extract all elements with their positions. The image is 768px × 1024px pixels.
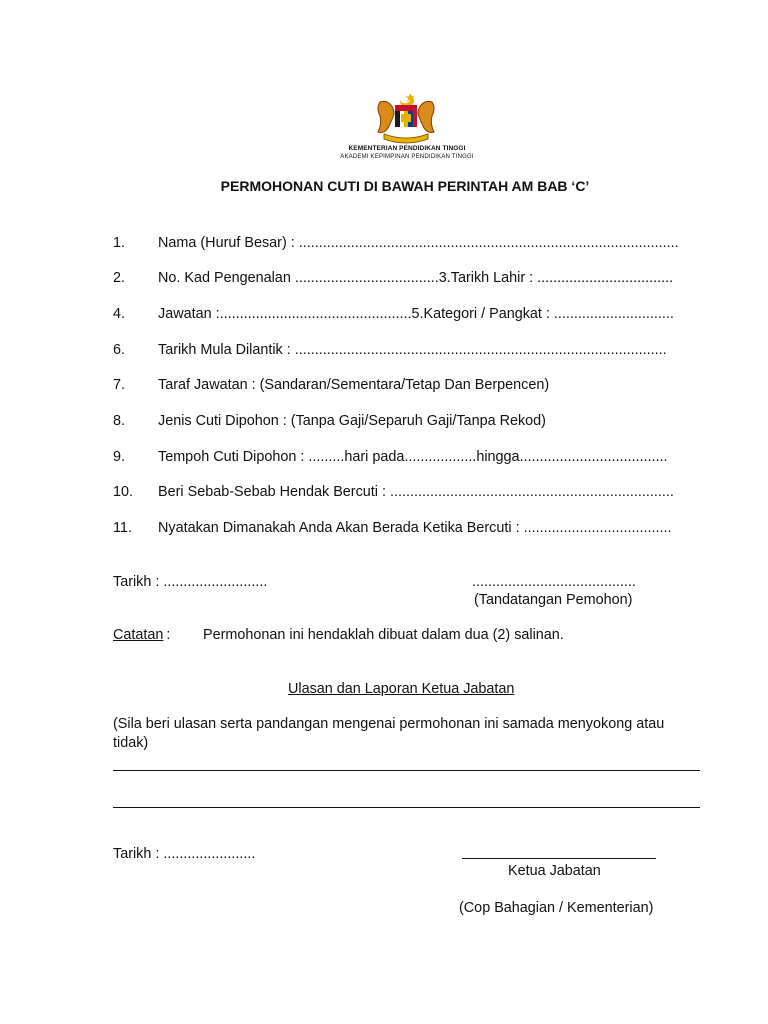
field-position-status[interactable]: Taraf Jawatan : (Sandaran/Sementara/Tetap Dan Berpencen) xyxy=(158,377,550,393)
item-number: 1. xyxy=(113,235,126,251)
comment-line[interactable] xyxy=(113,807,700,808)
field-leave-period[interactable]: Tempoh Cuti Dipohon : .........hari pada..................hingga..................................... xyxy=(158,449,668,465)
field-appointment-date[interactable]: Tarikh Mula Dilantik : ............................................................................................. xyxy=(158,342,667,358)
head-signature-line[interactable] xyxy=(462,858,656,859)
item-number: 6. xyxy=(113,342,126,358)
item-number: 11. xyxy=(113,520,132,536)
form-title: PERMOHONAN CUTI DI BAWAH PERINTAH AM BAB ‘C’ xyxy=(220,178,590,194)
applicant-signature-field[interactable]: ......................................... xyxy=(472,574,636,590)
field-leave-location[interactable]: Nyatakan Dimanakah Anda Akan Berada Ketika Bercuti : ..................................... xyxy=(158,520,672,536)
government-crest-logo xyxy=(370,90,442,146)
review-date-field[interactable]: Tarikh : ....................... xyxy=(113,846,256,862)
field-ic-dob[interactable]: No. Kad Pengenalan ....................................3.Tarikh Lahir : .................................. xyxy=(158,270,674,286)
item-number: 7. xyxy=(113,377,126,393)
review-instruction-line2: tidak) xyxy=(113,735,149,751)
applicant-date-field[interactable]: Tarikh : .......................... xyxy=(113,574,268,590)
review-instruction-line1: (Sila beri ulasan serta pandangan mengenai permohonan ini samada menyokong atau xyxy=(113,716,665,732)
comment-line[interactable] xyxy=(113,770,700,771)
note-label: Catatan xyxy=(113,627,164,643)
note-text: Permohonan ini hendaklah dibuat dalam dua (2) salinan. xyxy=(203,627,564,643)
head-of-department-label: Ketua Jabatan xyxy=(508,863,601,879)
ministry-name: KEMENTERIAN PENDIDIKAN TINGGI xyxy=(348,145,466,152)
ministry-subtitle: AKADEMI KEPIMPINAN PENDIDIKAN TINGGI xyxy=(340,154,474,160)
item-number: 9. xyxy=(113,449,126,465)
field-leave-reason[interactable]: Beri Sebab-Sebab Hendak Bercuti : ....................................................................... xyxy=(158,484,674,500)
field-position-category[interactable]: Jawatan :................................................5.Kategori / Pangkat : .............................. xyxy=(158,306,674,322)
stamp-label: (Cop Bahagian / Kementerian) xyxy=(459,900,654,916)
item-number: 4. xyxy=(113,306,126,322)
applicant-signature-label: (Tandatangan Pemohon) xyxy=(474,592,633,608)
item-number: 8. xyxy=(113,413,126,429)
item-number: 2. xyxy=(113,270,126,286)
field-leave-type[interactable]: Jenis Cuti Dipohon : (Tanpa Gaji/Separuh Gaji/Tanpa Rekod) xyxy=(158,413,546,429)
review-heading: Ulasan dan Laporan Ketua Jabatan xyxy=(288,681,515,697)
field-name[interactable]: Nama (Huruf Besar) : ............................................................................................... xyxy=(158,235,679,251)
note-separator: : xyxy=(166,627,171,643)
note-label-group xyxy=(113,627,170,643)
item-number: 10. xyxy=(113,484,134,500)
